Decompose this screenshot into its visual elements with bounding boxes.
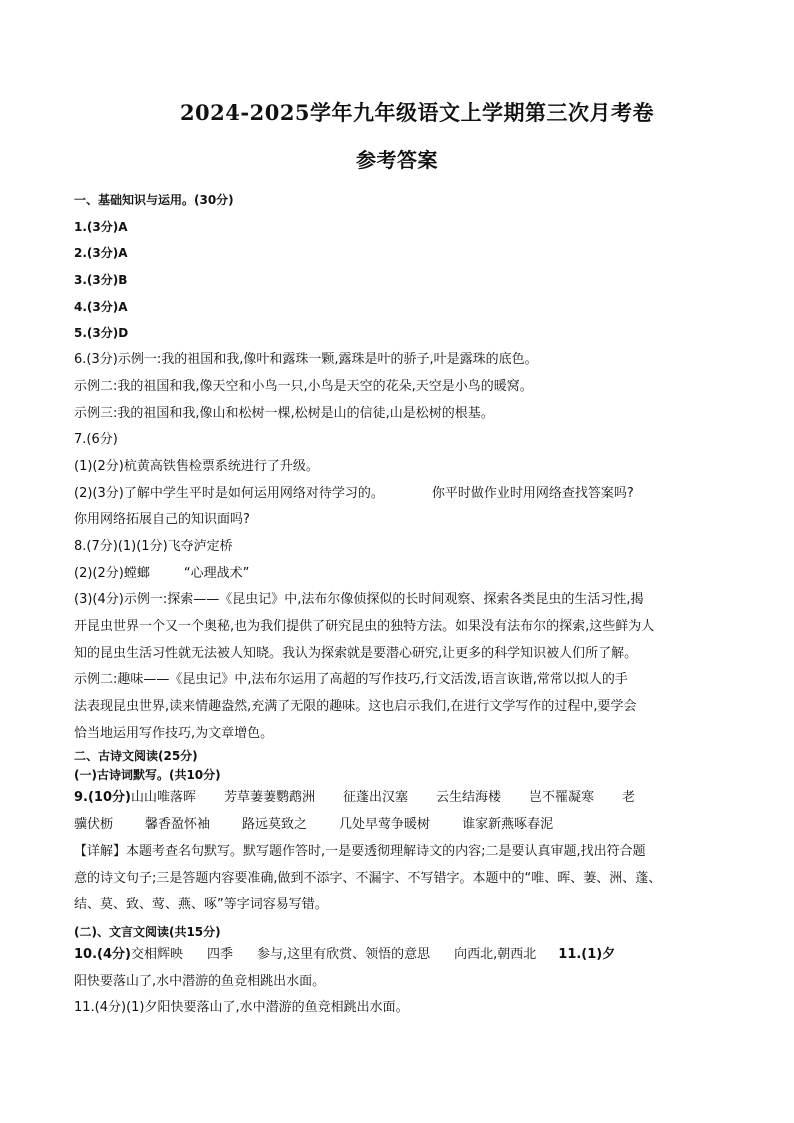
answer-q10-row (74, 942, 734, 969)
answer-q9-detail-line1: 【详解】本题考查名句默写。默写题作答时,一是要透彻理解诗文的内容;二是要认真审题,找出符合题 (74, 843, 646, 859)
answer-q8-part2-a: (2)(2分)螳螂 (74, 565, 150, 581)
answer-q8-example2-line2: 法表现昆虫世界,读来情趣盎然,充满了无限的趣味。这也启示我们,在进行文学写作的过程中,要学会 (74, 699, 637, 715)
answer-q9-item: 岂不罹凝寒 (529, 790, 595, 806)
subsection-heading-poetry-dictation: (一)古诗词默写。(共10分) (74, 768, 221, 783)
section-heading-basic-knowledge: 一、基础知识与运用。(30分) (74, 193, 234, 207)
answer-q8-part3-line3: 知的昆虫生活习性就无法被人知晓。我认为探索就是要潜心研究,让更多的科学知识被人们所了解。 (74, 645, 638, 661)
answer-content (74, 187, 734, 1022)
answer-q6-example2: 示例二:我的祖国和我,像天空和小鸟一只,小鸟是天空的花朵,天空是小鸟的暖窝。 (74, 378, 533, 394)
answer-q9-item: 路远莫致之 (242, 817, 308, 833)
answer-q9-detail-line3: 结、莫、致、莺、燕、啄”等字词容易写错。 (74, 897, 328, 913)
answer-q2: 2.(3分)A (74, 246, 128, 261)
section-heading-classical-reading: 二、古诗文阅读(25分) (74, 749, 198, 764)
answer-q11-inline: 11.(1)夕 (558, 946, 616, 962)
answer-q7-part2-row (74, 481, 734, 508)
answer-q9-item: 谁家新燕啄春泥 (462, 817, 554, 833)
answer-q9-item: 几处早莺争暖树 (339, 817, 431, 833)
answer-q8-part2-row (74, 561, 734, 588)
answer-q7-heading: 7.(6分) (74, 432, 118, 448)
answer-q4: 4.(3分)A (74, 299, 128, 314)
answer-q8-part3-line1: (3)(4分)示例一:探索——《昆虫记》中,法布尔像侦探似的长时间观察、探索各类昆虫的生活习性,揭 (74, 592, 644, 608)
answer-q1: 1.(3分)A (74, 219, 128, 234)
answer-q7-part2-c: 你用网络拓展自己的知识面吗? (74, 512, 250, 528)
answer-q9-row1 (74, 785, 734, 812)
answer-q7-part2-b: 你平时做作业时用网络查找答案吗? (431, 485, 634, 501)
answer-q10-item: 四季 (206, 946, 233, 962)
answer-q9-item: 老 (622, 790, 636, 806)
answer-q5: 5.(3分)D (74, 326, 129, 341)
answer-q11-wrap: 阳快要落山了,水中潜游的鱼竞相跳出水面。 (74, 973, 326, 989)
answer-q8-example2-line3: 恰当地运用写作技巧,为文章增色。 (74, 725, 274, 741)
answer-q3: 3.(3分)B (74, 273, 128, 288)
answer-q9-detail-line2: 意的诗文句子;三是答题内容要准确,做到不添字、不漏字、不写错字。本题中的“唯、晖、萋、洲、蓬、 (74, 870, 662, 886)
answer-q11: 11.(4分)(1)夕阳快要落山了,水中潜游的鱼竞相跳出水面。 (74, 1000, 409, 1016)
document-title: 2024-2025学年九年级语文上学期第三次月考卷 (179, 100, 655, 125)
answer-q10-label: 10.(4分) (74, 946, 131, 962)
answer-q9-row2 (74, 812, 734, 839)
answer-q8-example2-line1: 示例二:趣味——《昆虫记》中,法布尔运用了高超的写作技巧,行文活泼,语言诙谐,常常以拟人的手 (74, 672, 628, 688)
answer-q9-item: 征蓬出汉塞 (343, 790, 409, 806)
answer-q9-item: 骥伏枥 (74, 817, 114, 833)
answer-q10-item: 参与,这里有欣赏、领悟的意思 (257, 946, 431, 962)
answer-q7-part1: (1)(2分)杭黄高铁售检票系统进行了升级。 (74, 458, 319, 474)
document-subtitle: 参考答案 (356, 148, 438, 172)
answer-q8-part2-b: “心理战术” (183, 565, 250, 581)
answer-q9-label: 9.(10分) (74, 790, 131, 806)
answer-q6-example1: 6.(3分)示例一:我的祖国和我,像叶和露珠一颗,露珠是叶的骄子,叶是露珠的底色。 (74, 352, 538, 368)
answer-q6-example3: 示例三:我的祖国和我,像山和松树一棵,松树是山的信徒,山是松树的根基。 (74, 405, 494, 421)
answer-q8-part1: 8.(7分)(1)(1分)飞夺泸定桥 (74, 538, 233, 554)
answer-q10-item: 交相辉映 (130, 946, 183, 962)
subsection-heading-classical-prose: (二)、文言文阅读(共15分) (74, 924, 221, 939)
answer-q10-item: 向西北,朝西北 (454, 946, 537, 962)
answer-q9-item: 芳草萋萋鹦鹉洲 (223, 790, 315, 806)
answer-q8-part3-line2: 开昆虫世界一个又一个奥秘,也为我们提供了研究昆虫的独特方法。如果没有法布尔的探索,这些鲜为人 (74, 619, 655, 634)
answer-q9-item: 馨香盈怀袖 (145, 817, 211, 833)
answer-q9-item: 山山唯落晖 (130, 790, 196, 806)
answer-q9-item: 云生结海楼 (436, 790, 502, 806)
answer-q7-part2-a: (2)(3分)了解中学生平时是如何运用网络对待学习的。 (74, 485, 384, 501)
